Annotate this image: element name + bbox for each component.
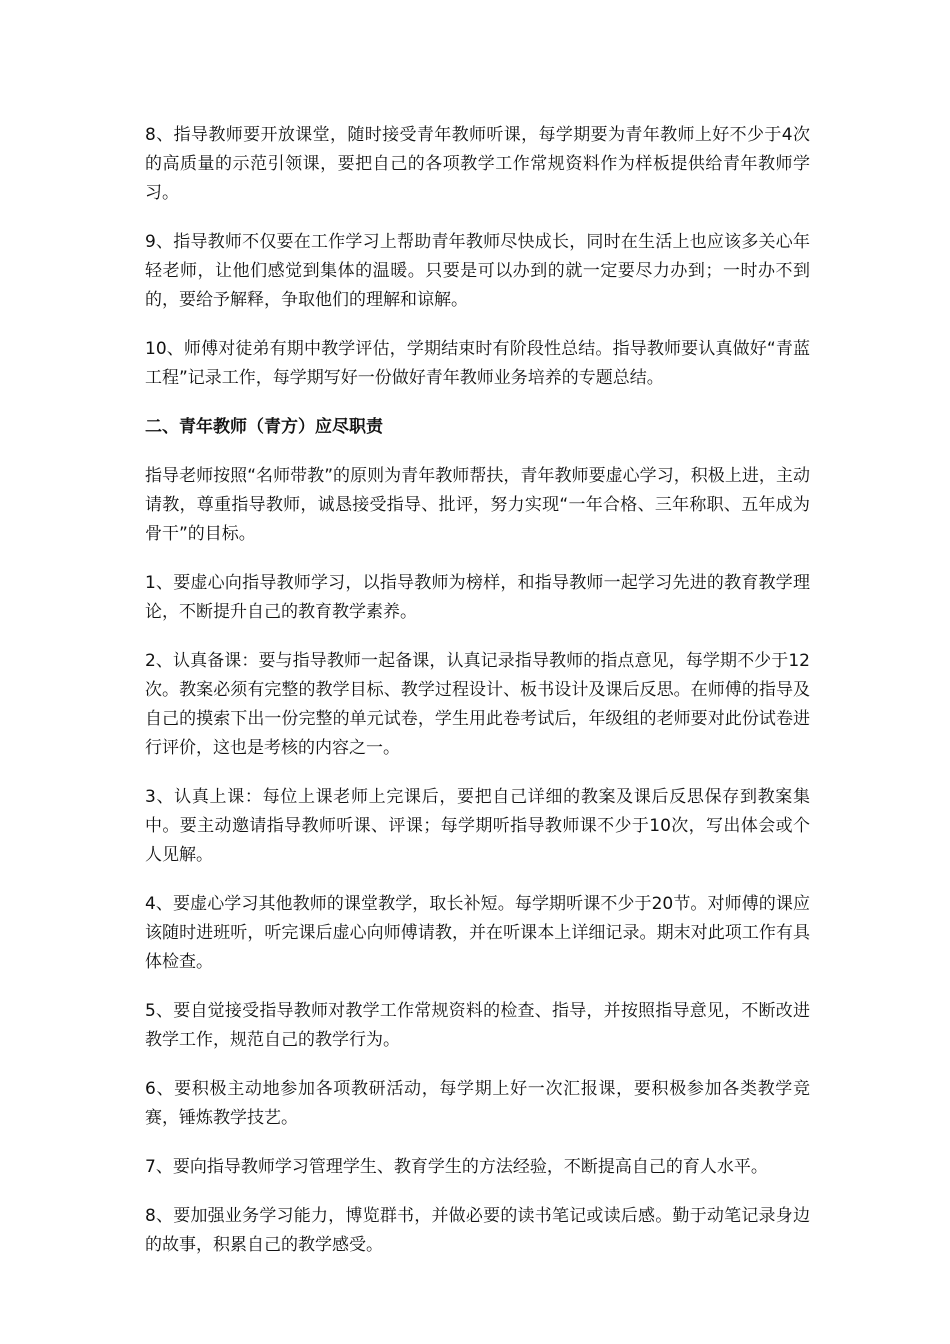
list-item: 3、认真上课：每位上课老师上完课后，要把自己详细的教案及课后反思保存到教案集中。要主动邀请指导教师听课、评课；每学期听指导教师课不少于10次，写出体会或个人见解。 [145,787,810,865]
list-item: 8、要加强业务学习能力，博览群书，并做必要的读书笔记或读后感。勤于动笔记录身边的故事，积累自己的教学感受。 [145,1206,810,1255]
section-intro: 指导老师按照“名师带教”的原则为青年教师帮扶，青年教师要虚心学习，积极上进，主动请教，尊重指导教师，诚恳接受指导、批评，努力实现“一年合格、三年称职、五年成为骨干”的目标。 [145,466,810,544]
list-item: 7、要向指导教师学习管理学生、教育学生的方法经验，不断提高自己的育人水平。 [145,1157,768,1177]
list-item: 6、要积极主动地参加各项教研活动，每学期上好一次汇报课，要积极参加各类教学竞赛，锤炼教学技艺。 [145,1079,810,1128]
document-body [145,121,810,1280]
paragraph-mentor-9: 9、指导教师不仅要在工作学习上帮助青年教师尽快成长，同时在生活上也应该多关心年轻老师，让他们感觉到集体的温暖。只要是可以办到的就一定要尽力办到；一时办不到的，要给予解释，争取他们的理解和谅解。 [145,232,810,310]
paragraph-mentor-8: 8、指导教师要开放课堂，随时接受青年教师听课，每学期要为青年教师上好不少于4次的高质量的示范引领课，要把自己的各项教学工作常规资料作为样板提供给青年教师学习。 [145,125,810,203]
list-item: 5、要自觉接受指导教师对教学工作常规资料的检查、指导，并按照指导意见，不断改进教学工作，规范自己的教学行为。 [145,1001,810,1050]
list-item: 4、要虚心学习其他教师的课堂教学，取长补短。每学期听课不少于20节。对师傅的课应该随时进班听，听完课后虚心向师傅请教，并在听课本上详细记录。期末对此项工作有具体检查。 [145,894,810,972]
list-item: 2、认真备课：要与指导教师一起备课，认真记录指导教师的指点意见，每学期不少于12次。教案必须有完整的教学目标、教学过程设计、板书设计及课后反思。在师傅的指导及自己的摸索下出一份完整的单元试卷，学生用此卷考试后，年级组的老师要对此份试卷进行评价，这也是考核的内容之一。 [145,651,810,758]
list-item: 1、要虚心向指导教师学习，以指导教师为榜样，和指导教师一起学习先进的教育教学理论，不断提升自己的教育教学素养。 [145,573,810,622]
paragraph-mentor-10: 10、师傅对徒弟有期中教学评估，学期结束时有阶段性总结。指导教师要认真做好“青蓝工程”记录工作，每学期写好一份做好青年教师业务培养的专题总结。 [145,339,810,388]
section-heading: 二、青年教师（青方）应尽职责 [145,417,383,437]
